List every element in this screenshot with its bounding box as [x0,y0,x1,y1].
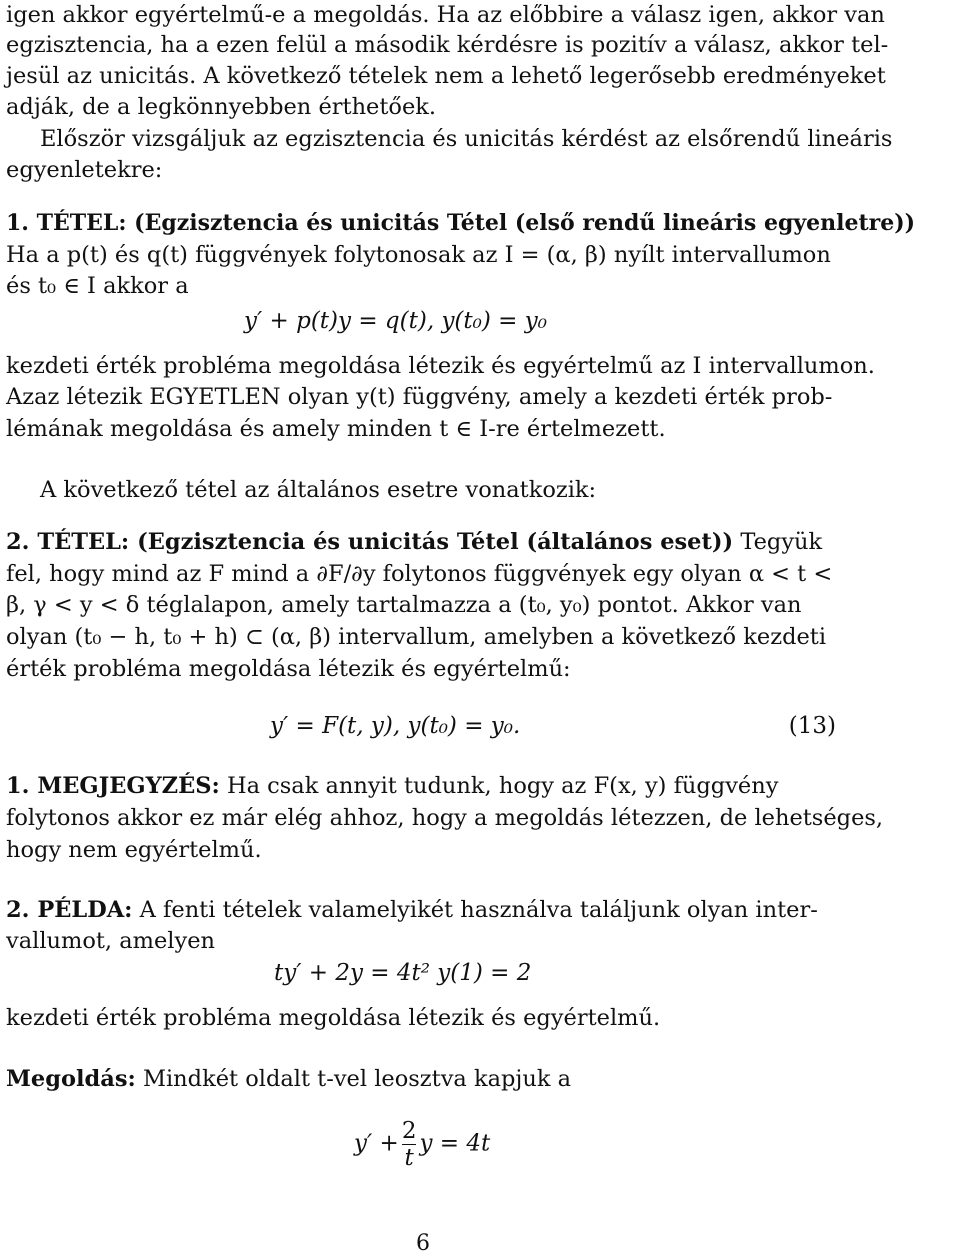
intro-line-4: adják, de a legkönnyebben érthetőek. [6,94,437,120]
intro-line-2: egzisztencia, ha a ezen felül a második kérdésre is pozitív a válasz, akkor tel- [6,32,889,58]
example-2-line-1 [6,895,818,925]
remark-1-line-2: folytonos akkor ez már elég ahhoz, hogy a megoldás létezzen, de lehetséges, [6,805,884,831]
example-2-equation: ty′ + 2y = 4t² y(1) = 2 [274,960,532,986]
theorem-1-line-4: Azaz létezik EGYETLEN olyan y(t) függvény, amely a kezdeti érték prob- [6,384,833,410]
intro-line-3: jesül az unicitás. A következő tételek nem a lehető legerősebb eredményeket [6,63,886,89]
solution-line-1 [6,1064,571,1094]
theorem-2-equation: y′ = F(t, y), y(t₀) = y₀. [270,713,521,739]
remark-1-heading: 1. MEGJEGYZÉS: [6,773,220,799]
solution-eq-right: y = 4t [419,1130,491,1157]
solution-eq-left: y′ + [354,1130,399,1157]
theorem-2-line-3: β, γ < y < δ téglalapon, amely tartalmazza a (t₀, y₀) pontot. Akkor van [6,592,802,618]
theorem-2-heading: 2. TÉTEL: (Egzisztencia és unicitás Tétel (általános eset)) [6,529,734,555]
theorem-1-line-1: Ha a p(t) és q(t) függvények folytonosak az I = (α, β) nyílt intervallumon [6,242,831,268]
example-2-line-2: vallumot, amelyen [6,928,216,954]
solution-line-1-rest: Mindkét oldalt t-vel leosztva kapjuk a [135,1066,572,1092]
solution-heading: Megoldás: [6,1066,136,1092]
example-2-line-3: kezdeti érték probléma megoldása létezik és egyértelmű. [6,1005,661,1031]
intro-line-6: egyenletekre: [6,157,163,183]
example-2-heading: 2. PÉLDA: [6,897,133,923]
solution-equation [354,1118,490,1171]
theorem-1-heading: 1. TÉTEL: (Egzisztencia és unicitás Tétel (első rendű lineáris egyenletre)) [6,210,916,236]
solution-fraction [402,1118,417,1171]
theorem-2-line-2: fel, hogy mind az F mind a ∂F/∂y folytonos függvények egy olyan α < t < [6,561,833,587]
fraction-numerator: 2 [401,1118,417,1144]
fraction-denominator: t [404,1145,414,1171]
intro-line-5: Először vizsgáljuk az egzisztencia és unicitás kérdést az elsőrendű lineáris [40,126,893,152]
theorem-1-line-5: lémának megoldása és amely minden t ∈ I-re értelmezett. [6,416,666,442]
intro-line-1: igen akkor egyértelmű-e a megoldás. Ha az előbbire a válasz igen, akkor van [6,2,885,28]
equation-number: (13) [788,713,836,739]
page-number: 6 [416,1231,430,1256]
theorem-1-line-3: kezdeti érték probléma megoldása létezik és egyértelmű az I intervallumon. [6,353,875,379]
theorem-1-line-2: és t₀ ∈ I akkor a [6,273,189,299]
theorem-2-line-1 [6,527,822,557]
theorem-2-line-1-rest: Tegyük [733,529,823,555]
theorem-1-equation: y′ + p(t)y = q(t), y(t₀) = y₀ [244,308,547,334]
transition-text: A következő tétel az általános esetre vonatkozik: [40,477,597,503]
theorem-2-line-4: olyan (t₀ − h, t₀ + h) ⊂ (α, β) intervallum, amelyben a következő kezdeti [6,624,827,650]
remark-1-line-3: hogy nem egyértelmű. [6,837,262,863]
remark-1-line-1 [6,771,778,801]
theorem-2-line-5: érték probléma megoldása létezik és egyértelmű: [6,656,571,682]
remark-1-line-1-rest: Ha csak annyit tudunk, hogy az F(x, y) függvény [219,773,779,799]
example-2-line-1-rest: A fenti tételek valamelyikét használva találjunk olyan inter- [132,897,818,923]
